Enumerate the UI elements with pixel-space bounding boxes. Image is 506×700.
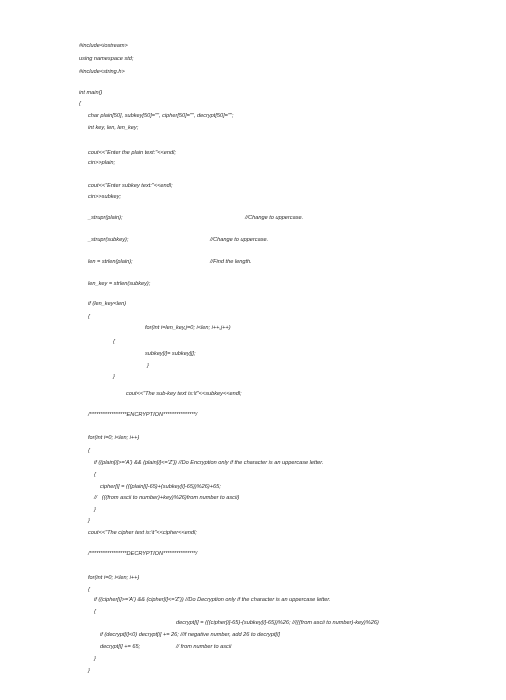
code-line: decrypt[i] = (((cipher[i]-65)-(subkey[i]-65))%26; //(((from ascii to number)-key)%26) xyxy=(176,620,379,626)
code-line: cipher[i] = (((plain[i]-65)+(subkey[i]-65))%26)+65; xyxy=(100,484,221,490)
code-comment: //Find the length. xyxy=(210,259,252,265)
code-line: { xyxy=(79,101,81,107)
code-line: } xyxy=(94,507,96,513)
code-line: int main() xyxy=(79,90,103,96)
code-line: } xyxy=(88,668,90,674)
code-line: { xyxy=(88,448,90,454)
code-line: cout<<"The cipher text is:\t"<<cipher<<endl; xyxy=(88,530,197,536)
code-line: if ((cipher[i]>='A') && (cipher[i]<='Z')) //Do Decryption only if the character is an uppercase letter. xyxy=(94,597,331,603)
code-line: using namespace std; xyxy=(79,56,134,62)
code-line: int key, len, len_key; xyxy=(88,125,139,131)
code-line: { xyxy=(94,472,96,478)
code-line: #include<string.h> xyxy=(79,69,125,75)
code-line: { xyxy=(94,609,96,615)
code-comment: // (((from ascii to number)+key)%26)from number to ascii) xyxy=(94,495,240,501)
code-line: #include<iostream> xyxy=(79,43,128,49)
code-line: } xyxy=(147,363,149,369)
code-line: _strupr(plain); xyxy=(88,215,123,221)
code-line: decrypt[i] += 65; xyxy=(100,644,141,650)
code-line: /*****************DECRYPTION***************/ xyxy=(88,551,198,557)
code-line: { xyxy=(113,339,115,345)
code-line: for(int i=0; i<len; i++) xyxy=(88,435,140,441)
code-line: cin>>plain; xyxy=(88,160,116,166)
code-comment: //Change to uppercase. xyxy=(210,237,269,243)
code-line: if (len_key<len) xyxy=(88,301,127,307)
code-comment: //Change to uppercase. xyxy=(245,215,304,221)
code-line: len = strlen(plain); xyxy=(88,259,133,265)
code-line: if (decrypt[i]<0) decrypt[i] += 26; //if negative number, add 26 to decrypt[i] xyxy=(100,632,280,638)
code-line: /*****************ENCRYPTION***************/ xyxy=(88,412,198,418)
code-line: cout<<"Enter the plain text:"<<endl; xyxy=(88,150,176,156)
code-line: cout<<"The sub-key text is:\t"<<subkey<<endl; xyxy=(126,391,242,397)
code-line: { xyxy=(88,314,90,320)
code-comment: // from number to ascii xyxy=(176,644,232,650)
code-line: } xyxy=(88,518,90,524)
code-line: for(int i=len_key,j=0; i<len; i++,j++) xyxy=(145,325,231,331)
code-line: } xyxy=(113,374,115,380)
code-line: if ((plain[i]>='A') && (plain[i]<='Z')) //Do Encryption only if the character is an uppercase letter. xyxy=(94,460,324,466)
code-line: char plain[50], subkey[50]="", cipher[50]="", decrypt[50]=""; xyxy=(88,113,234,119)
code-line: len_key = strlen(subkey); xyxy=(88,281,151,287)
code-line: for(int i=0; i<len; i++) xyxy=(88,575,140,581)
code-line: cout<<"Enter subkey text:"<<endl; xyxy=(88,183,173,189)
code-line: { xyxy=(88,587,90,593)
code-line: _strupr(subkey); xyxy=(88,237,129,243)
code-line: } xyxy=(94,656,96,662)
code-line: cin>>subkey; xyxy=(88,194,121,200)
code-line: subkey[i]= subkey[j]; xyxy=(145,351,196,357)
